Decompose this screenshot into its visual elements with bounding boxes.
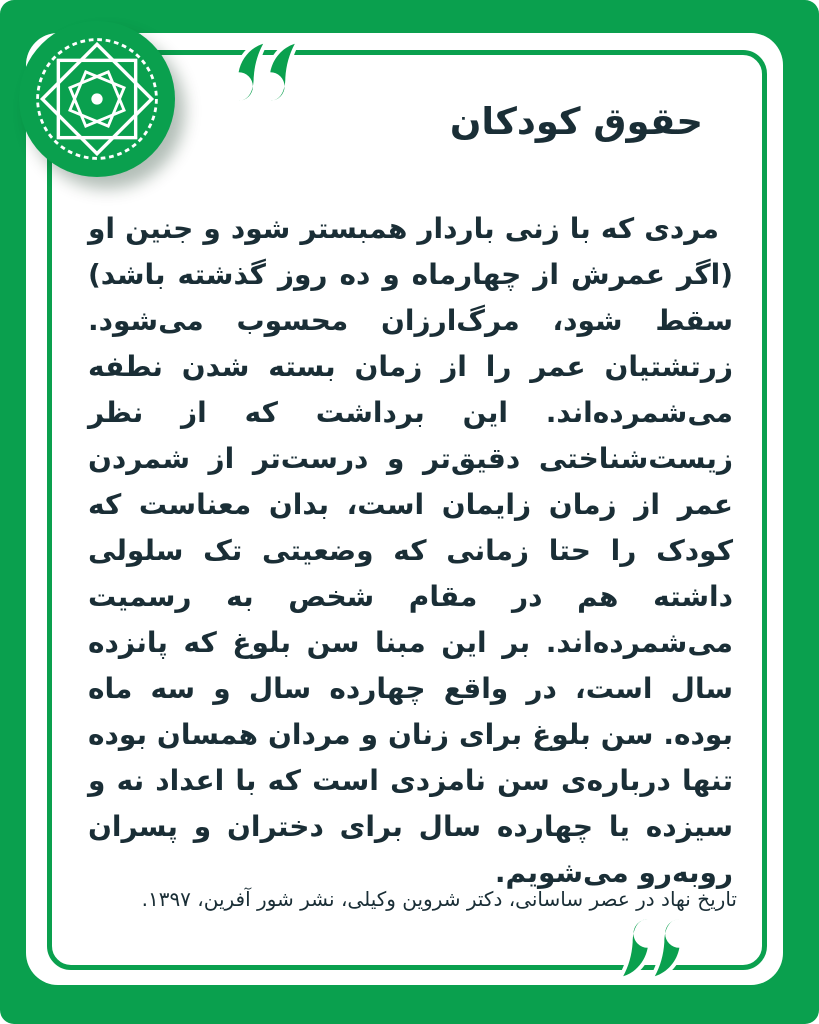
page-title: حقوق کودکان [449,100,703,143]
quote-body-text: مردی که با زنی باردار همبستر شود و جنین او (اگر عمرش از چهارماه و ده روز گذشته باشد) سقط شود، مرگ‌ارزان محسوب می‌شود. زرتشتیان عمر را از زمان بسته شدن نطفه می‌شمرده‌اند. این برداشت که از نظر زیست‌شناختی دقیق‌تر و درست‌تر از شمردن عمر از زمان زایمان است، بدان معناست که کودک را حتا زمانی که وضعیتی تک سلولی داشته هم در مقام شخص به رسمیت می‌شمرده‌اند. بر این مبنا سن بلوغ که پانزده سال است، در واقع چهارده سال و سه ماه بوده. سن بلوغ برای زنان و مردان همسان بوده تنها درباره‌ی سن نامزدی است که با اعداد نه و سیزده یا چهارده سال برای دختران و پسران روبه‌رو می‌شویم. [88,212,733,889]
eight-point-star-emblem-icon [31,33,163,165]
open-quote-icon [222,42,298,104]
citation-text: تاریخ نهاد در عصر ساسانی، دکتر شروین وکیلی، نشر شور آفرین، ۱۳۹۷. [141,887,737,911]
close-quote-icon [620,916,696,978]
logo-badge [19,21,175,177]
